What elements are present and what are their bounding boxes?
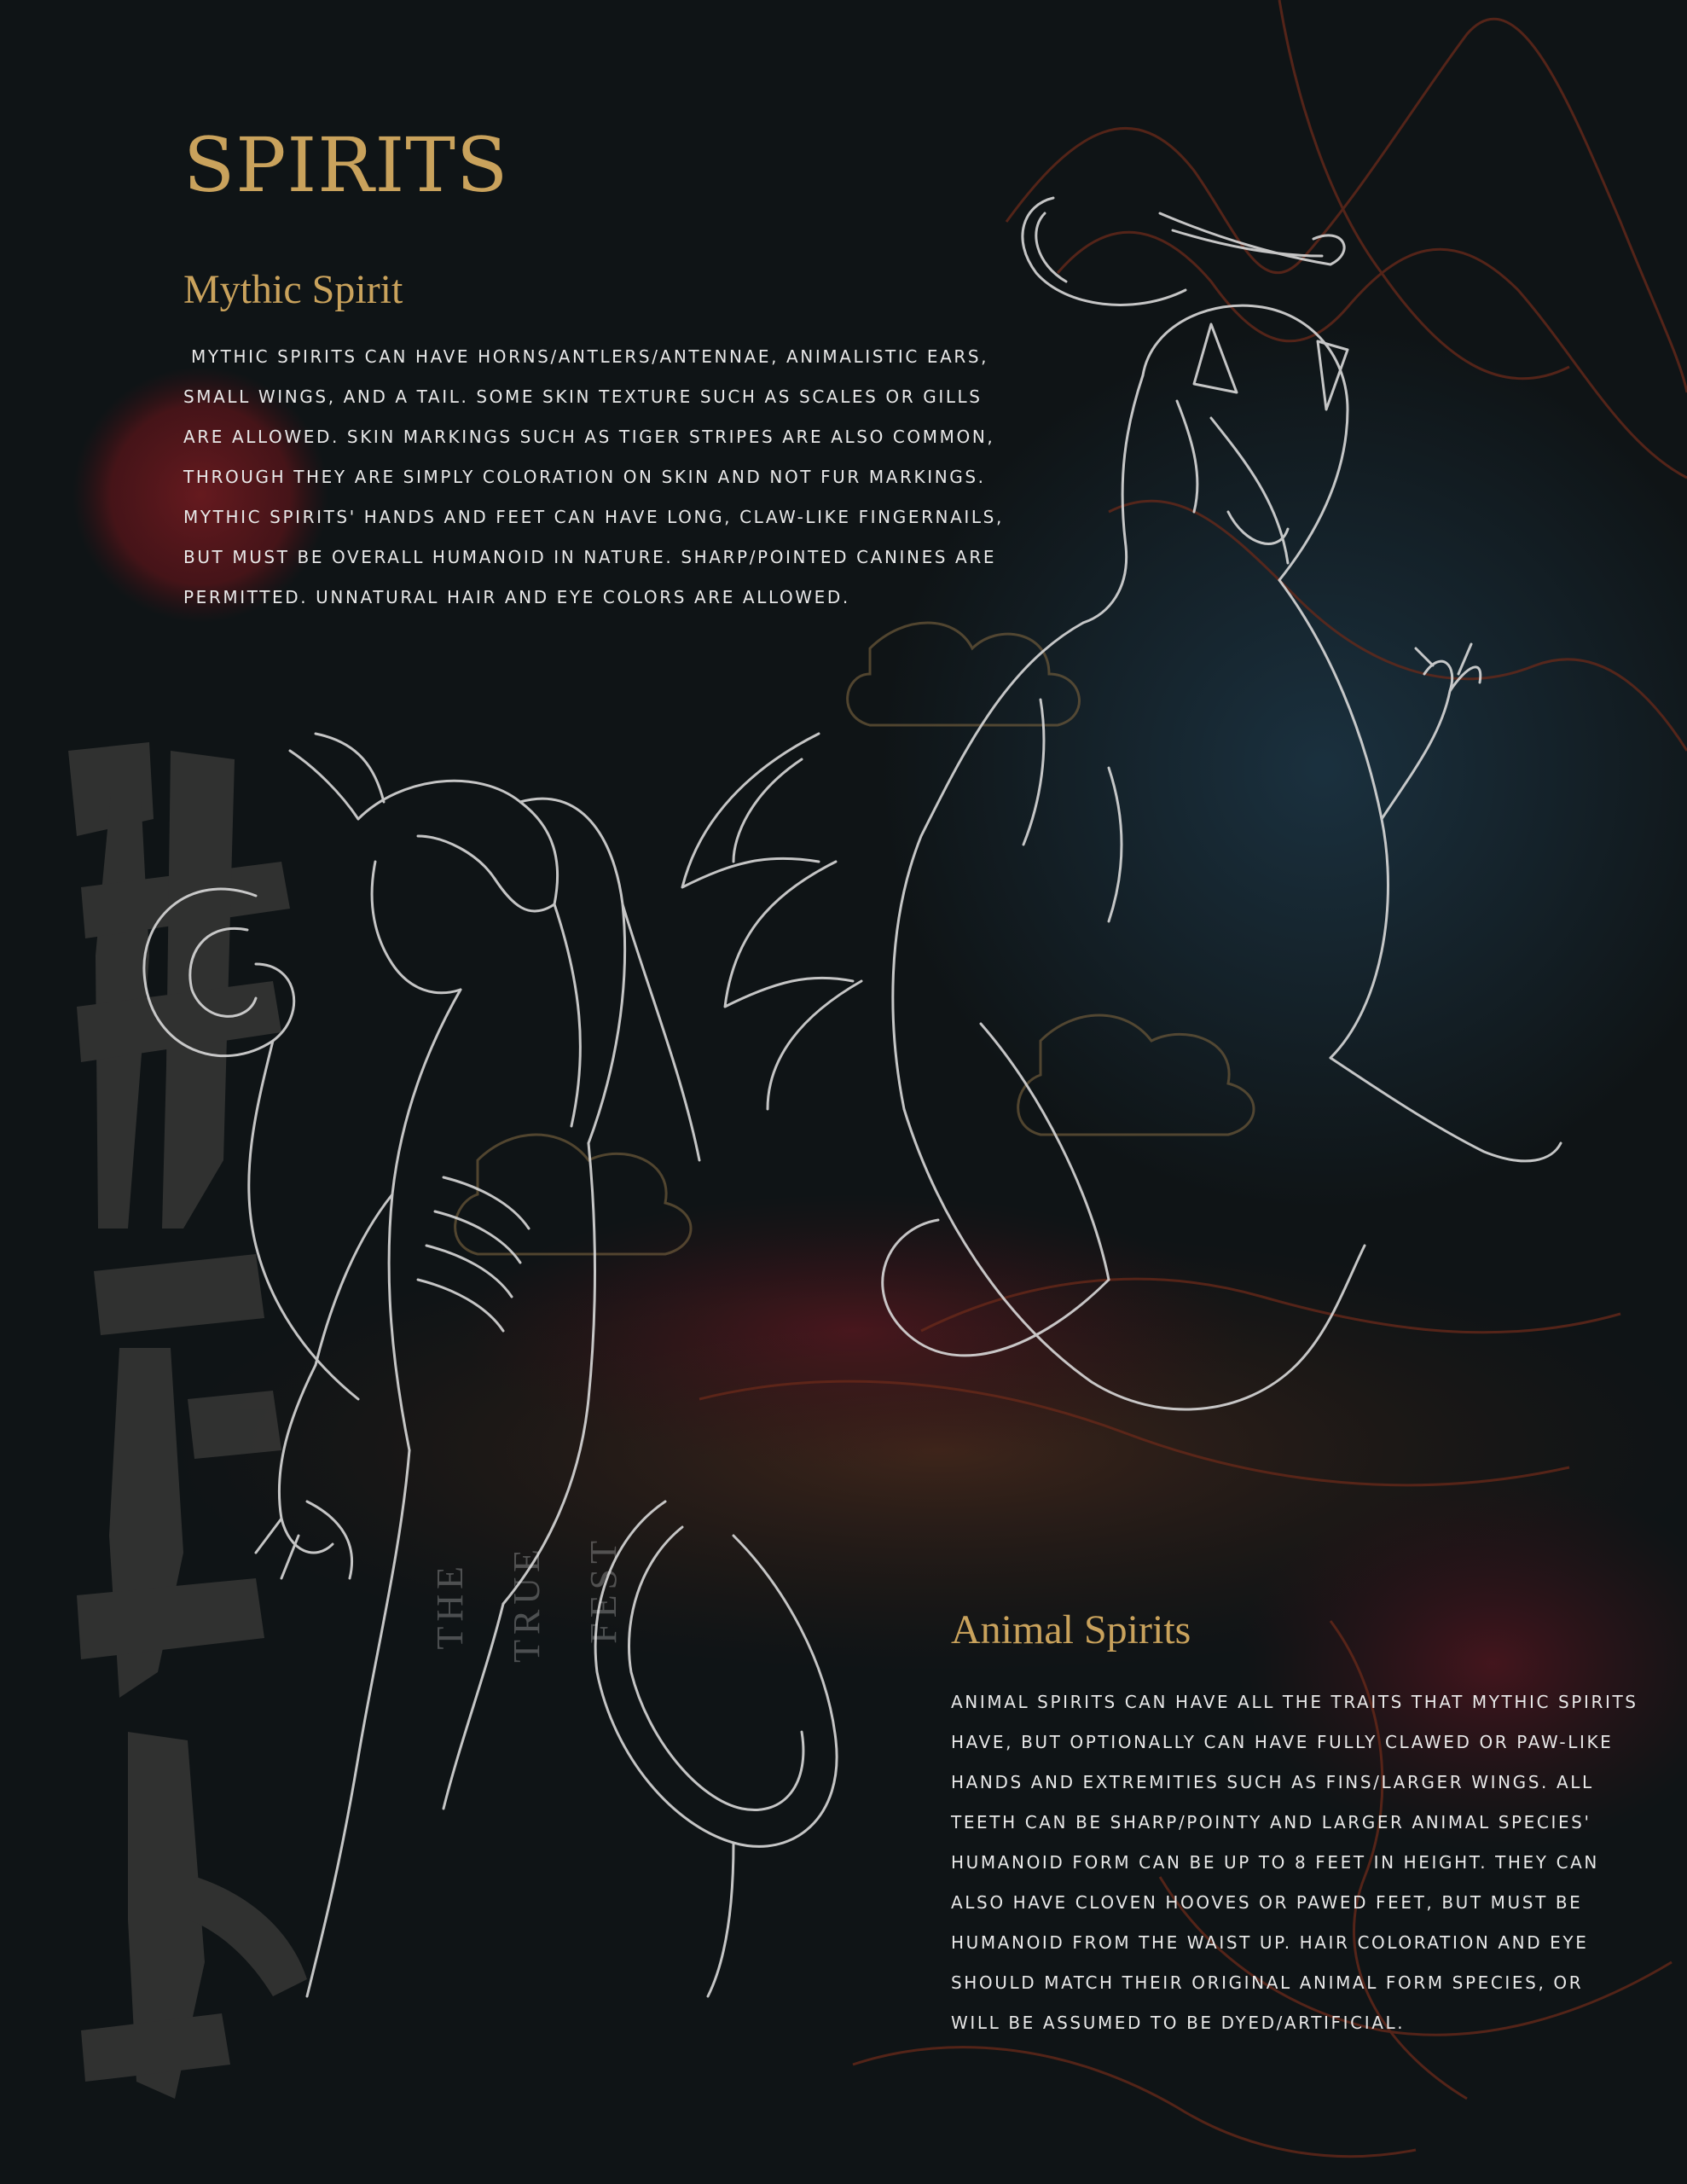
- mythic-line: MYTHIC SPIRITS' HANDS AND FEET CAN HAVE LONG, CLAW-LIKE FINGERNAILS,: [183, 507, 1004, 527]
- animal-line: ANIMAL SPIRITS CAN HAVE ALL THE TRAITS THAT MYTHIC SPIRITS: [951, 1692, 1638, 1712]
- animal-line: HANDS AND EXTREMITIES SUCH AS FINS/LARGER WINGS. ALL: [951, 1772, 1594, 1792]
- mythic-line: THROUGH THEY ARE SIMPLY COLORATION ON SKIN AND NOT FUR MARKINGS.: [183, 467, 986, 487]
- animal-spirits-heading: Animal Spirits: [951, 1607, 1191, 1653]
- mythic-spirit-heading: Mythic Spirit: [183, 267, 403, 312]
- watermark-word-2: TRUE: [506, 1544, 548, 1663]
- animal-line: HUMANOID FROM THE WAIST UP. HAIR COLORATION AND EYE: [951, 1932, 1589, 1953]
- mythic-spirit-description: [183, 337, 1036, 618]
- animal-spirits-description: [951, 1682, 1684, 2043]
- animal-line: SHOULD MATCH THEIR ORIGINAL ANIMAL FORM SPECIES, OR: [951, 1972, 1584, 1993]
- mythic-line: SMALL WINGS, AND A TAIL. SOME SKIN TEXTURE SUCH AS SCALES OR GILLS: [183, 386, 983, 407]
- watermark-word-3: FEST: [583, 1536, 624, 1644]
- animal-line: TEETH CAN BE SHARP/POINTY AND LARGER ANIMAL SPECIES': [951, 1812, 1591, 1833]
- mythic-line: ARE ALLOWED. SKIN MARKINGS SUCH AS TIGER STRIPES ARE ALSO COMMON,: [183, 427, 995, 447]
- mythic-line: MYTHIC SPIRITS CAN HAVE HORNS/ANTLERS/ANTENNAE, ANIMALISTIC EARS,: [183, 346, 989, 367]
- animal-line: ALSO HAVE CLOVEN HOOVES OR PAWED FEET, BUT MUST BE: [951, 1892, 1583, 1913]
- watermark-word-1: THE: [429, 1561, 471, 1650]
- animal-line: WILL BE ASSUMED TO BE DYED/ARTIFICIAL.: [951, 2013, 1406, 2033]
- animal-line: HUMANOID FORM CAN BE UP TO 8 FEET IN HEIGHT. THEY CAN: [951, 1852, 1599, 1873]
- animal-line: HAVE, BUT OPTIONALLY CAN HAVE FULLY CLAWED OR PAW-LIKE: [951, 1732, 1614, 1752]
- mythic-line: BUT MUST BE OVERALL HUMANOID IN NATURE. SHARP/POINTED CANINES ARE: [183, 547, 997, 567]
- mythic-line: PERMITTED. UNNATURAL HAIR AND EYE COLORS ARE ALLOWED.: [183, 587, 850, 607]
- page-title: SPIRITS: [183, 121, 509, 209]
